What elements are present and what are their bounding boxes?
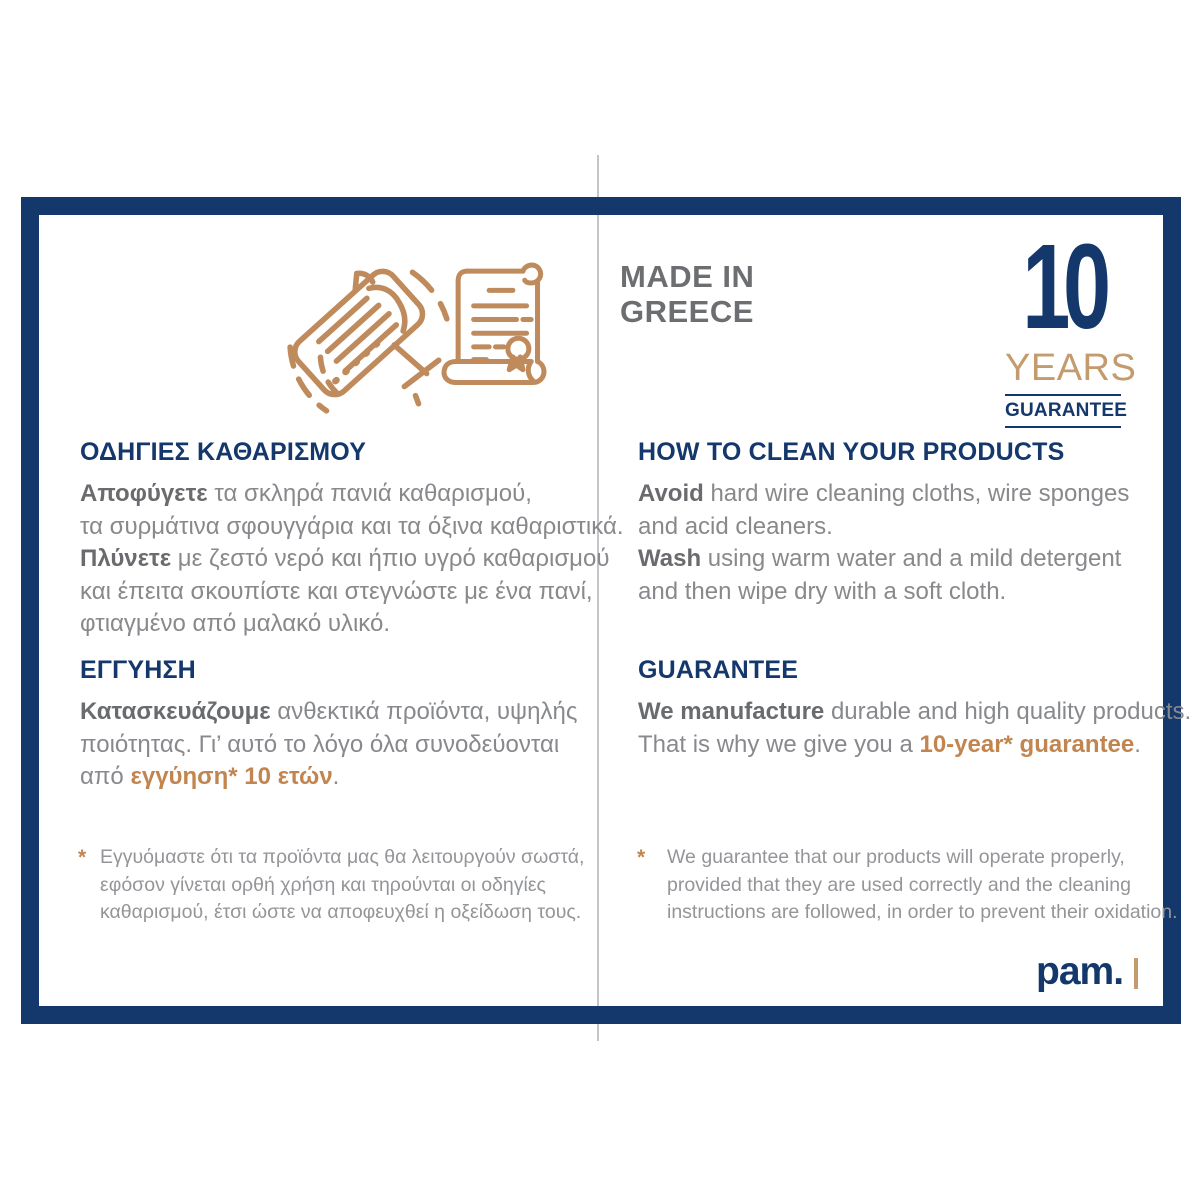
body-line bbox=[638, 478, 1129, 511]
bold-lead-word: Πλύνετε bbox=[80, 545, 172, 572]
footnote-lines bbox=[667, 844, 1178, 927]
body-line: τα συρμάτινα σφουγγάρια και τα όξινα καθαριστικά. bbox=[80, 512, 624, 540]
body-text: durable and high quality products. bbox=[824, 698, 1192, 725]
body-line bbox=[80, 696, 577, 729]
accent-guarantee-text: εγγύηση* 10 ετών bbox=[130, 763, 333, 790]
body-line: and then wipe dry with a soft cloth. bbox=[638, 577, 1007, 605]
body-text: ανθεκτικά προϊόντα, υψηλής bbox=[270, 698, 578, 725]
badge-number: 10 bbox=[1022, 219, 1104, 354]
section-guarantee-greek bbox=[80, 656, 577, 794]
section-cleaning-greek bbox=[80, 438, 623, 641]
body-line: φτιαγμένο από μαλακό υλικό. bbox=[80, 610, 391, 637]
section-cleaning-english bbox=[638, 438, 1129, 608]
bold-lead-word: Wash bbox=[638, 545, 702, 572]
bold-lead-word: Avoid bbox=[638, 480, 704, 507]
badge-guarantee-label: GUARANTEE bbox=[1005, 394, 1121, 428]
body-line bbox=[80, 543, 623, 576]
section-heading: ΕΓΓΥΗΣΗ bbox=[80, 656, 196, 684]
body-line bbox=[638, 696, 1191, 729]
footnote-line: Εγγυόμαστε ότι τα προϊόντα μας θα λειτουργούν σωστά, bbox=[100, 846, 585, 868]
body-text: τα σκληρά πανιά καθαρισμού, bbox=[207, 480, 532, 507]
body-text: hard wire cleaning cloths, wire sponges bbox=[703, 480, 1130, 507]
section-heading: GUARANTEE bbox=[638, 656, 799, 684]
body-line: ποιότητας. Γι’ αυτό το λόγο όλα συνοδεύονται bbox=[80, 730, 560, 758]
footnote-asterisk: * bbox=[637, 846, 646, 869]
logo-accent-bar bbox=[1134, 958, 1138, 989]
body-text: με ζεστό νερό και ήπιο υγρό καθαρισμού bbox=[171, 545, 610, 572]
footnote-line: We guarantee that our products will operate properly, bbox=[667, 846, 1125, 868]
footnote-line: instructions are followed, in order to prevent their oxidation. bbox=[667, 901, 1178, 923]
body-line bbox=[80, 478, 623, 511]
certificate-scroll-icon bbox=[428, 252, 564, 398]
footnote-line: provided that they are used correctly and the cleaning bbox=[667, 873, 1131, 896]
badge-years-label: YEARS bbox=[1005, 347, 1137, 389]
footnote-asterisk: * bbox=[78, 846, 87, 869]
footnote-lines bbox=[100, 844, 584, 927]
section-heading: ΟΔΗΓΙΕΣ ΚΑΘΑΡΙΣΜΟΥ bbox=[80, 438, 367, 466]
made-in-greece-label bbox=[620, 259, 754, 329]
body-line bbox=[80, 761, 577, 794]
made-in-line2: GREECE bbox=[620, 294, 754, 329]
body-text: . bbox=[332, 763, 340, 790]
pam-logo-text: pam. bbox=[1036, 950, 1124, 993]
body-text: using warm water and a mild detergent bbox=[701, 545, 1122, 572]
section-heading: HOW TO CLEAN YOUR PRODUCTS bbox=[638, 438, 1065, 466]
footnote-greek bbox=[78, 844, 584, 927]
bold-lead-word: Αποφύγετε bbox=[80, 480, 208, 507]
footnote-english bbox=[637, 844, 1178, 927]
bold-lead-word: Κατασκευάζουμε bbox=[80, 698, 271, 725]
bold-lead-word: We manufacture bbox=[638, 698, 825, 725]
body-text: . bbox=[1134, 730, 1141, 758]
footnote-line: εφόσον γίνεται ορθή χρήση και τηρούνται οι οδηγίες bbox=[100, 873, 546, 896]
body-line bbox=[638, 543, 1129, 576]
body-text: That is why we give you a bbox=[638, 730, 920, 758]
pam-logo bbox=[1036, 950, 1138, 994]
body-line bbox=[638, 729, 1191, 762]
body-text: από bbox=[80, 763, 131, 790]
section-guarantee-english bbox=[638, 656, 1191, 761]
ten-years-guarantee-badge bbox=[1005, 219, 1137, 428]
accent-guarantee-text: 10-year* guarantee bbox=[919, 730, 1135, 758]
made-in-line1: MADE IN bbox=[620, 259, 755, 294]
body-line: and acid cleaners. bbox=[638, 512, 833, 540]
footnote-line: καθαρισμού, έτσι ώστε να αποφευχθεί η οξείδωση τους. bbox=[100, 901, 582, 923]
body-line: και έπειτα σκουπίστε και στεγνώστε με ένα πανί, bbox=[80, 577, 593, 605]
